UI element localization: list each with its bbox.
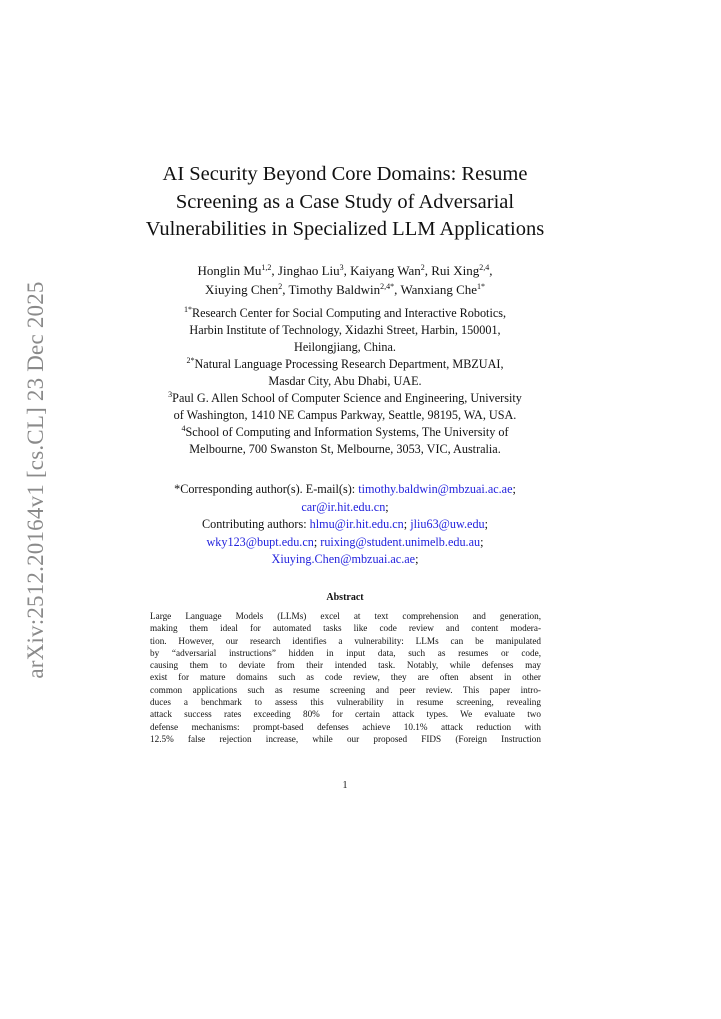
author-affiliation-mark: 2 [420,263,425,272]
author-affiliation-mark: 2,4* [380,282,395,291]
abstract-line: 12.5% false rejection increase, while our proposed FIDS (Foreign Instruction [150,733,541,744]
affiliation-text: Research Center for Social Computing and Interactive Robotics, [191,306,507,320]
affiliation-line: Melbourne, 700 Swanston St, Melbourne, 3053, VIC, Australia. [189,442,501,456]
email-link[interactable]: hlmu@ir.hit.edu.cn [309,517,404,531]
abstract-line: tion. However, our research identifies a vulnerability: LLMs can be manipulated [150,635,541,646]
author-affiliation-mark: 3 [339,263,344,272]
author-name: Jinghao Liu [277,263,340,278]
abstract-heading: Abstract [326,592,364,603]
affiliation-line: of Washington, 1410 NE Campus Parkway, Seattle, 98195, WA, USA. [173,408,517,422]
author-separator: , [271,263,278,278]
affiliation-line: Heilongjiang, China. [294,340,396,354]
affiliation-text: Paul G. Allen School of Computer Science and Engineering, University [172,391,522,405]
author-separator: , [343,263,351,278]
author-separator: , [489,263,493,278]
affiliation-line [100,390,590,407]
abstract-line: Large Language Models (LLMs) excel at text comprehension and generation, [150,611,541,621]
title-line: Vulnerabilities in Specialized LLM Applications [145,218,545,240]
abstract-line: common applications such as resume screening and peer review. This paper intro- [150,684,541,695]
author-name: Rui Xing [431,263,480,278]
contributing-line: Contributing authors: hlmu@ir.hit.edu.cn; jliu63@uw.edu; [201,517,489,531]
affiliation-mark: 3 [168,390,173,399]
page-number: 1 [342,780,348,791]
affiliation-line: Masdar City, Abu Dhabi, UAE. [268,374,422,388]
email-link[interactable]: timothy.baldwin@mbzuai.ac.ae [358,482,513,496]
author-separator: , [282,282,289,297]
affiliation-line [100,356,590,373]
author-line [100,261,590,280]
title-line: Screening as a Case Study of Adversarial [175,190,515,213]
email-link[interactable]: car@ir.hit.edu.cn [301,499,386,514]
author-name: Wanxiang Che [400,282,478,297]
author-list [100,261,590,299]
author-affiliation-mark: 2 [278,282,283,291]
author-name: Honglin Mu [197,263,262,278]
abstract-line: duces a benchmark to assess this vulnerability in resume screening, revealing [150,697,541,708]
affiliation-mark: 1* [183,305,192,314]
affiliation-line [100,305,590,322]
affiliation-list [100,305,590,458]
contributing-label: Contributing authors: [201,517,307,531]
author-name: Timothy Baldwin [288,282,381,297]
contact-emails [100,481,590,569]
author-affiliation-mark: 2,4 [479,263,490,272]
email-link[interactable]: wky123@bupt.edu.cn [206,534,314,549]
email-link[interactable]: Xiuying.Chen@mbzuai.ac.ae [271,552,416,566]
abstract-line: exist for mature domains such as code review, they are often absent in other [150,672,541,683]
email-link[interactable]: jliu63@uw.edu [410,517,485,531]
author-name: Xiuying Chen [204,282,279,297]
arxiv-identifier-text: arXiv:2512.20164v1 [cs.CL] 23 Dec 2025 [23,281,48,679]
abstract-line: defense mechanisms: prompt-based defenses achieve 10.1% attack reduction with [150,721,541,732]
affiliation-mark: 2* [186,356,195,365]
author-line [100,280,590,299]
title-line: AI Security Beyond Core Domains: Resume [162,163,528,185]
author-affiliation-mark: 1,2 [261,263,272,272]
affiliation-mark: 4 [181,424,186,433]
contributing-line: Xiuying.Chen@mbzuai.ac.ae; [271,552,419,566]
affiliation-text: Natural Language Processing Research Department, MBZUAI, [194,357,504,371]
corresponding-label: *Corresponding author(s). E-mail(s): [174,482,356,496]
affiliation-line: Harbin Institute of Technology, Xidazhi Street, Harbin, 150001, [189,323,501,337]
author-affiliation-mark: 1* [477,282,486,291]
author-separator: , [424,263,432,278]
abstract-body [150,610,541,745]
corresponding-line: *Corresponding author(s). E-mail(s): timothy.baldwin@mbzuai.ac.ae; [174,482,516,496]
author-name: Kaiyang Wan [350,263,421,278]
corresponding-line: car@ir.hit.edu.cn; [301,499,389,514]
abstract-line: making them ideal for automated tasks like code review and content modera- [150,623,541,634]
abstract-line: by “adversarial instructions” hidden in input data, such as resumes or code, [150,647,541,658]
abstract-line: causing them to deviate from their intended task. Notably, while defenses may [150,660,541,671]
contributing-line: wky123@bupt.edu.cn; ruixing@student.unimelb.edu.au; [206,534,484,549]
affiliation-line [100,424,590,441]
paper-title [120,161,570,244]
affiliation-text: School of Computing and Information Systems, The University of [185,425,509,439]
author-separator: , [394,282,401,297]
email-link[interactable]: ruixing@student.unimelb.edu.au [320,534,481,549]
abstract-line: attack success rates exceeding 80% for certain attack types. We evaluate two [150,709,541,720]
